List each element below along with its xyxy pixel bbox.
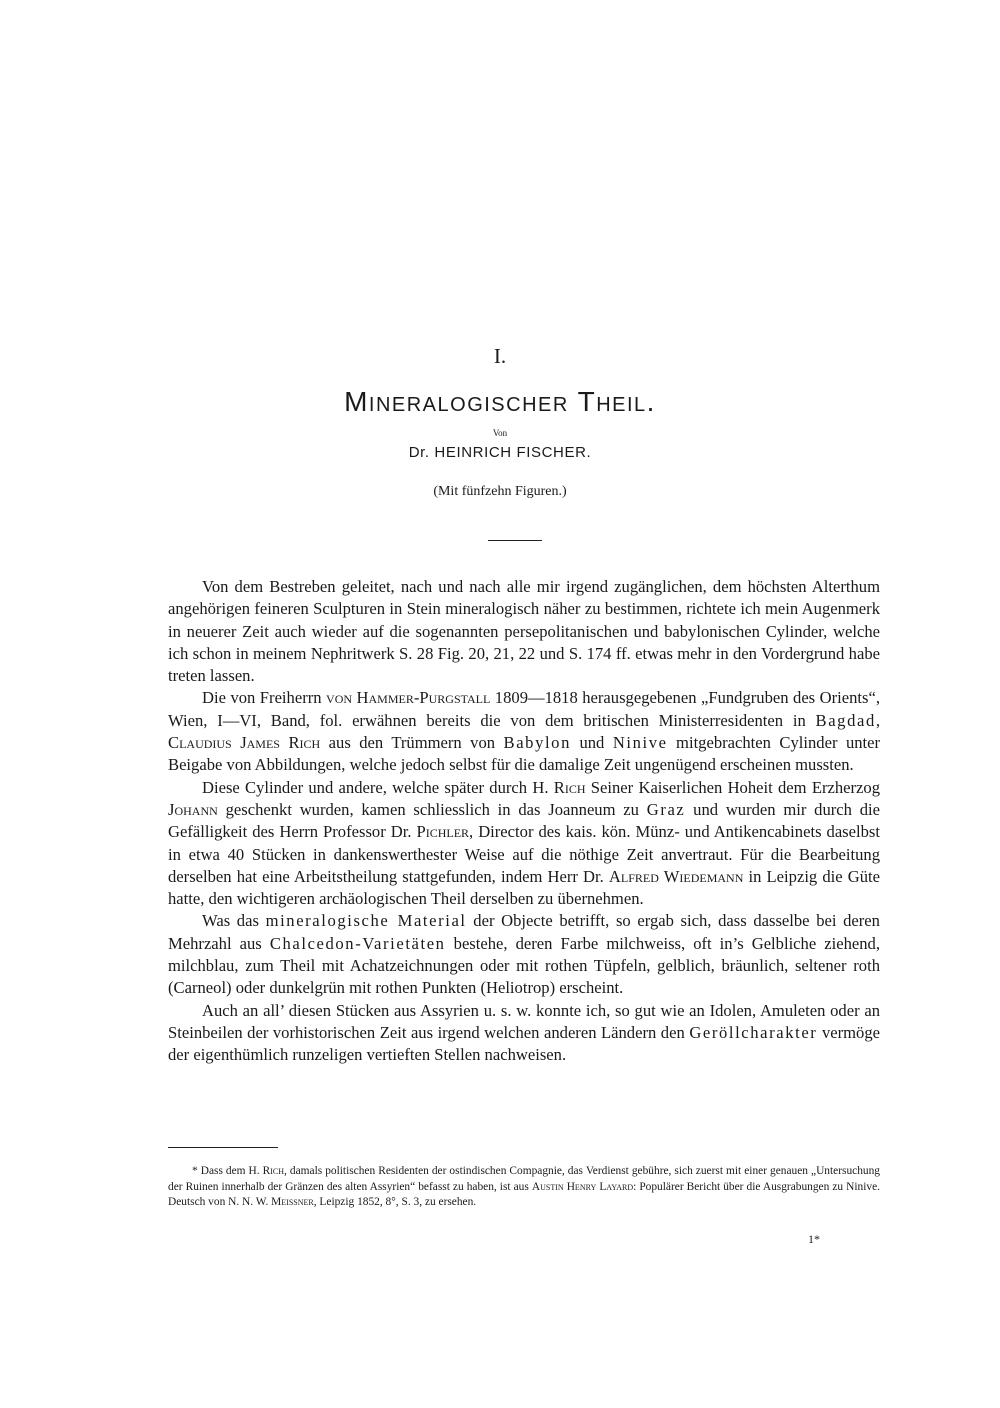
text-run: bestehe, deren Farbe milchweiss, oft in’s Gelbliche ziehend, milchblau, zum Theil mit Achatzeichnungen oder mit rothen Tüpfeln, gelblich, bräunlich, seltener roth (Carneol) oder dunkelgrün mit rothen Punkten (Heliotrop) erscheint. [168, 933, 881, 998]
title-divider [488, 540, 542, 541]
paragraph-4 [168, 910, 880, 999]
text-run: vermöge der eigenthümlich runzeligen vertieften Stellen nachweisen. [168, 1022, 881, 1065]
person-name: Alfred Wiedemann [608, 866, 744, 886]
text-run: geschenkt wurden, kamen schliesslich in das Joanneum zu [225, 799, 639, 819]
paragraph-5 [168, 1000, 880, 1067]
text-run: aus den Trümmern von [328, 733, 496, 753]
person-name: Rich [553, 777, 586, 797]
place-name: Babylon [503, 733, 571, 753]
text-run: * Dass dem H. [192, 1165, 260, 1177]
text-run: Was das [202, 911, 259, 931]
text-run: Seiner Kaiserlichen Hoheit dem Erzherzog [590, 777, 881, 797]
place-name: Graz [646, 799, 686, 819]
text-run: Diese Cylinder und andere, welche später durch H. [202, 777, 549, 797]
place-name: Ninive [612, 733, 668, 753]
text-run: 1809—1818 herausgegebenen „Fundgruben des Orients“, Wien, I—VI, Band, fol. erwähnen bereits die von dem britischen Ministerresidenten in [168, 688, 880, 730]
text-run: : Populärer Bericht über die Ausgrabungen zu Ninive. Deutsch von N. N. W. [168, 1180, 880, 1209]
byline: Von [492, 428, 508, 438]
text-run: der Objecte betrifft, so ergab sich, dass dasselbe bei deren Mehrzahl aus [168, 911, 880, 953]
text-run: Die von Freiherrn [202, 688, 322, 708]
text-run: Von dem Bestreben geleitet, nach und nach alle mir irgend zugänglichen, dem höchsten Alterthum angehörigen feineren Sculpturen in Stein mineralogisch näher zu bestimmen, richtete ich mein Augenmerk in neuerer Zeit auch wieder auf die sogenannten persepolitanischen und babylonischen Cylinder, welche ich schon in meinem Nephritwerk S. 28 Fig. 20, 21, 22 und S. 174 ff. etwas mehr in den Vordergrund habe treten lassen. [168, 577, 880, 686]
place-name: Bagdad [815, 710, 876, 730]
person-name: Austin Henry Layard [531, 1180, 634, 1193]
text-run: , damals politischen Residenten der ostindischen Compagnie, das Verdienst gebühre, sich zuerst mit einer genauen „Untersuchung der Ruinen innerhalb der Gränzen des alten Assyrien“ befasst zu haben, ist aus [168, 1165, 880, 1193]
person-name: Johann [168, 799, 218, 819]
footnote [168, 1164, 880, 1211]
text-run: Auch an all’ diesen Stücken aus Assyrien u. s. w. konnte ich, so gut wie an Idolen, Amuleten oder an Steinbeilen der vorhistorischen Zeit aus irgend welchen anderen Ländern den [168, 1000, 880, 1042]
footnote-divider [168, 1147, 278, 1148]
person-name: Meissner [271, 1196, 314, 1209]
page-title: Mineralogischer Theil. [344, 386, 656, 417]
person-name: Claudius James Rich [168, 733, 321, 753]
author-name: Dr. HEINRICH FISCHER. [408, 444, 592, 461]
paragraph-3 [168, 777, 880, 911]
person-name: Rich [262, 1165, 285, 1177]
emphasized-term: Chalcedon-Varietäten [269, 933, 446, 953]
body-text [168, 576, 880, 1067]
text-run: und [579, 733, 605, 753]
figures-note: (Mit fünfzehn Figuren.) [433, 484, 567, 499]
text-run: , Leipzig 1852, 8°, S. 3, zu ersehen. [313, 1196, 477, 1209]
text-run: mitgebrachten Cylinder unter Beigabe von Abbildungen, welche jedoch selbst für die damalige Zeit ungenügend erscheinen mussten. [168, 733, 881, 775]
footnote-text [168, 1164, 880, 1211]
text-run: und wurden mir durch die Gefälligkeit des Herrn Professor Dr. [168, 799, 880, 842]
section-number: I. [493, 344, 507, 368]
person-name: Pichler [416, 822, 470, 842]
text-run: , [875, 710, 880, 730]
paragraph-1 [168, 576, 880, 687]
person-name: von Hammer-Purgstall [326, 688, 491, 708]
emphasized-term: mineralogische Material [265, 911, 467, 931]
emphasized-term: Geröllcharakter [689, 1022, 818, 1042]
page-signature: 1* [808, 1232, 820, 1246]
paragraph-2 [168, 687, 880, 776]
text-run: , Director des kais. kön. Münz- und Antikencabinets daselbst in etwa 40 Stücken in dankenswerthester Weise auf die nöthige Zeit anvertraut. Für die Bearbeitung derselben hat eine Arbeitstheilung stattgefunden, indem Herr Dr. [168, 822, 880, 886]
text-run: in Leipzig die Güte hatte, den wichtigeren archäologischen Theil derselben zu übernehmen. [168, 866, 880, 909]
